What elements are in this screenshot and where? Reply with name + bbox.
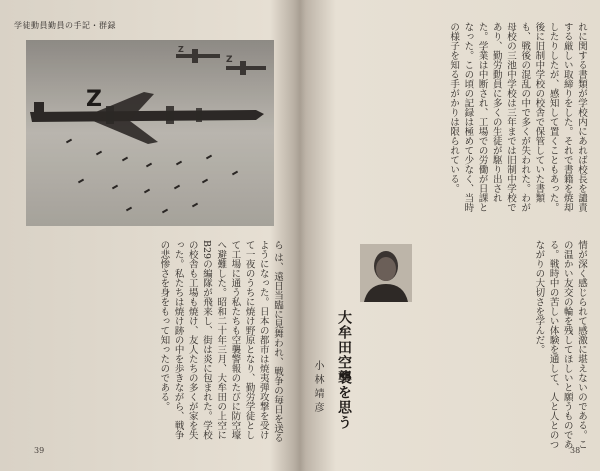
body-text-right-top: れに関する書類が学校内にあれば校長を譴責する厳しい取締りをした。それで書籍を焼却したりしたが、感知して置くこともあった。後に旧制中学校の校舎で保管していた書類も、戦後の混乱の中で多くが失われた。わが母校の三池中学校は三年までは旧制中学校であり、勤労動員に多くの生徒が駆り出された。学業は中断され、工場での労働が日課となった。この頃の記録は極めて少なく、当時の様子を知る手がかりは限られている。 xyxy=(448,22,587,212)
page-number-left: 39 xyxy=(34,446,45,455)
body-text-right-bottom: 情が深く感じられて感激に堪えないのである。この温かい友交の輪を残してほしいと願うものである。戦時中の苦しい体験を通して、人と人とのつながりの大切さを学んだ。 xyxy=(533,240,587,449)
page-number-right: 38 xyxy=(570,446,581,455)
svg-text:Z: Z xyxy=(178,45,184,54)
article-title: 大牟田空襲を思う xyxy=(336,310,352,430)
svg-text:Z: Z xyxy=(226,55,233,65)
author-portrait xyxy=(360,244,412,302)
body-text-left: ら は、遠日当臨に見舞われ、戦争の毎日を送るようになった。日本の都市は焼夷弾攻撃を受けて一夜のうちに焼け野原となり、勤労学徒として工場に通う私たちも空襲警報のたびに防空壕へ避難した。昭和二十年三月、大牟田の上空にB29の編隊が飛来し、街は炎に包まれた。学校の校舎も工場も焼け、友人たちの多くが家を失った。私たちは焼け跡の中を歩きながら、戦争の悲惨さを身をもって知ったのである。 xyxy=(158,240,283,443)
author-name: 小林靖彦 xyxy=(312,360,323,416)
bomber-photo xyxy=(26,40,274,226)
running-head: 学徒動員勤員の手記・群録 xyxy=(14,21,116,30)
left-page xyxy=(0,0,298,471)
svg-text:Z: Z xyxy=(86,87,102,112)
